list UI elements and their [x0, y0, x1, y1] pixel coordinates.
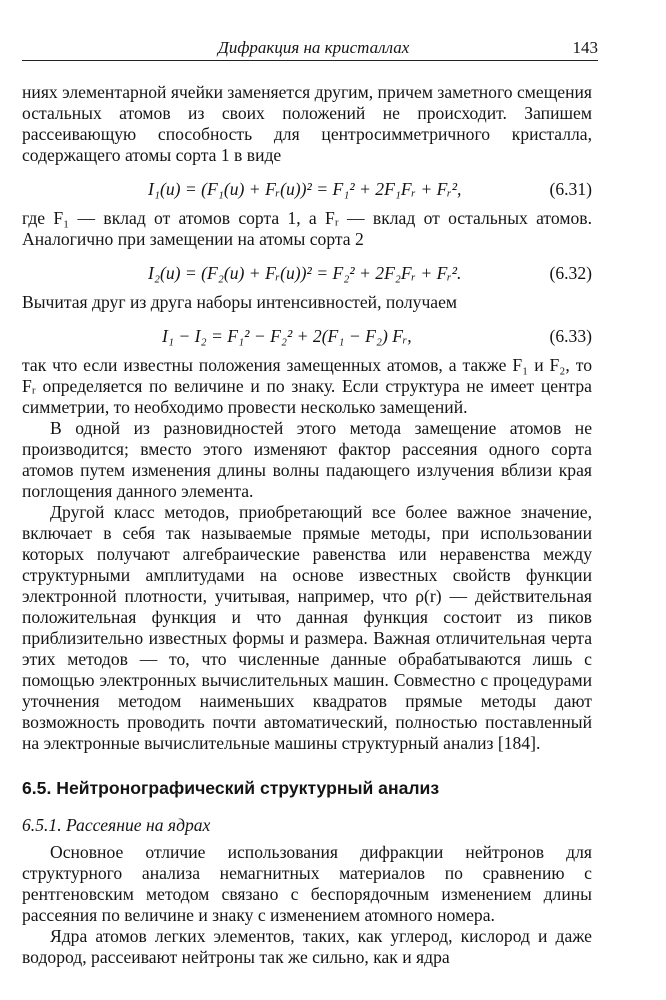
page-header — [22, 34, 598, 61]
paragraph: Основное отличие использования дифракции нейтронов для структурного анализа немагнитных материалов по сравнению с рентгеновским методом связано с беспорядочным изменением длины рассеяния по величине и знаку с изменением атомного номера. — [22, 842, 592, 925]
paragraph: В одной из разновидностей этого метода замещение атомов не производится; вместо этого изменяют фактор рассеяния одного сорта атомов путем изменения длины волны падающего излучения вблизи края поглощения данного элемента. — [22, 418, 592, 501]
paragraph: где F₁ — вклад от атомов сорта 1, а Fᵣ — вклад от остальных атомов. Аналогично при замещении на атомы сорта 2 — [22, 208, 592, 249]
equation-number: (6.32) — [549, 263, 592, 283]
equation-6-31 — [22, 177, 592, 202]
page-body — [22, 82, 592, 968]
paragraph: Другой класс методов, приобретающий все более важное значение, включает в себя так называемые прямые методы, при использовании которых получают алгебраические равенства или неравенства между структурными амплитудами на основе известных свойств функции электронной плотности, учитывая, например, что ρ(r) — действительная положительная функция и что данная функция состоит из пиков приблизительно известных формы и размера. Важная отличительная черта этих методов — то, что численные данные обрабатываются лишь с помощью электронных вычислительных машин. Совместно с процедурами уточнения методом наименьших квадратов прямые методы дают возможность проводить почти автоматический, полностью поставленный на электронные вычислительные машины структурный анализ [184]. — [22, 502, 592, 753]
paragraph: так что если известны положения замещенных атомов, а также F₁ и F₂, то Fᵣ определяется по величине и по знаку. Если структура не имеет центра симметрии, то необходимо провести несколько замещений. — [22, 355, 592, 417]
paragraph: Ядра атомов легких элементов, таких, как углерод, кислород и даже водород, рассеивают нейтроны так же сильно, как и ядра — [22, 926, 592, 967]
equation-number: (6.33) — [549, 326, 592, 346]
equation-expression: I₂(u) = (F₂(u) + Fᵣ(u))² = F₂² + 2F₂Fᵣ + Fᵣ². — [148, 263, 462, 283]
equation-expression: I₁(u) = (F₁(u) + Fᵣ(u))² = F₁² + 2F₁Fᵣ + Fᵣ², — [148, 179, 462, 199]
equation-expression: I₁ − I₂ = F₁² − F₂² + 2(F₁ − F₂) Fᵣ, — [162, 326, 412, 346]
section-heading: 6.5. Нейтронографический структурный анализ — [22, 778, 440, 798]
paragraph: ниях элементарной ячейки заменяется другим, причем заметного смещения остальных атомов из своих положений не происходит. Запишем рассеивающую способность для центросимметричного кристалла, содержащего атомы сорта 1 в виде — [22, 82, 592, 165]
running-title: Дифракция на кристаллах — [218, 38, 410, 57]
page-number: 143 — [572, 38, 598, 57]
equation-6-33 — [22, 324, 592, 349]
equation-number: (6.31) — [549, 179, 592, 199]
paragraph: Вычитая друг из друга наборы интенсивностей, получаем — [22, 292, 458, 312]
subsection-heading: 6.5.1. Рассеяние на ядрах — [22, 815, 211, 835]
equation-6-32 — [22, 261, 592, 286]
